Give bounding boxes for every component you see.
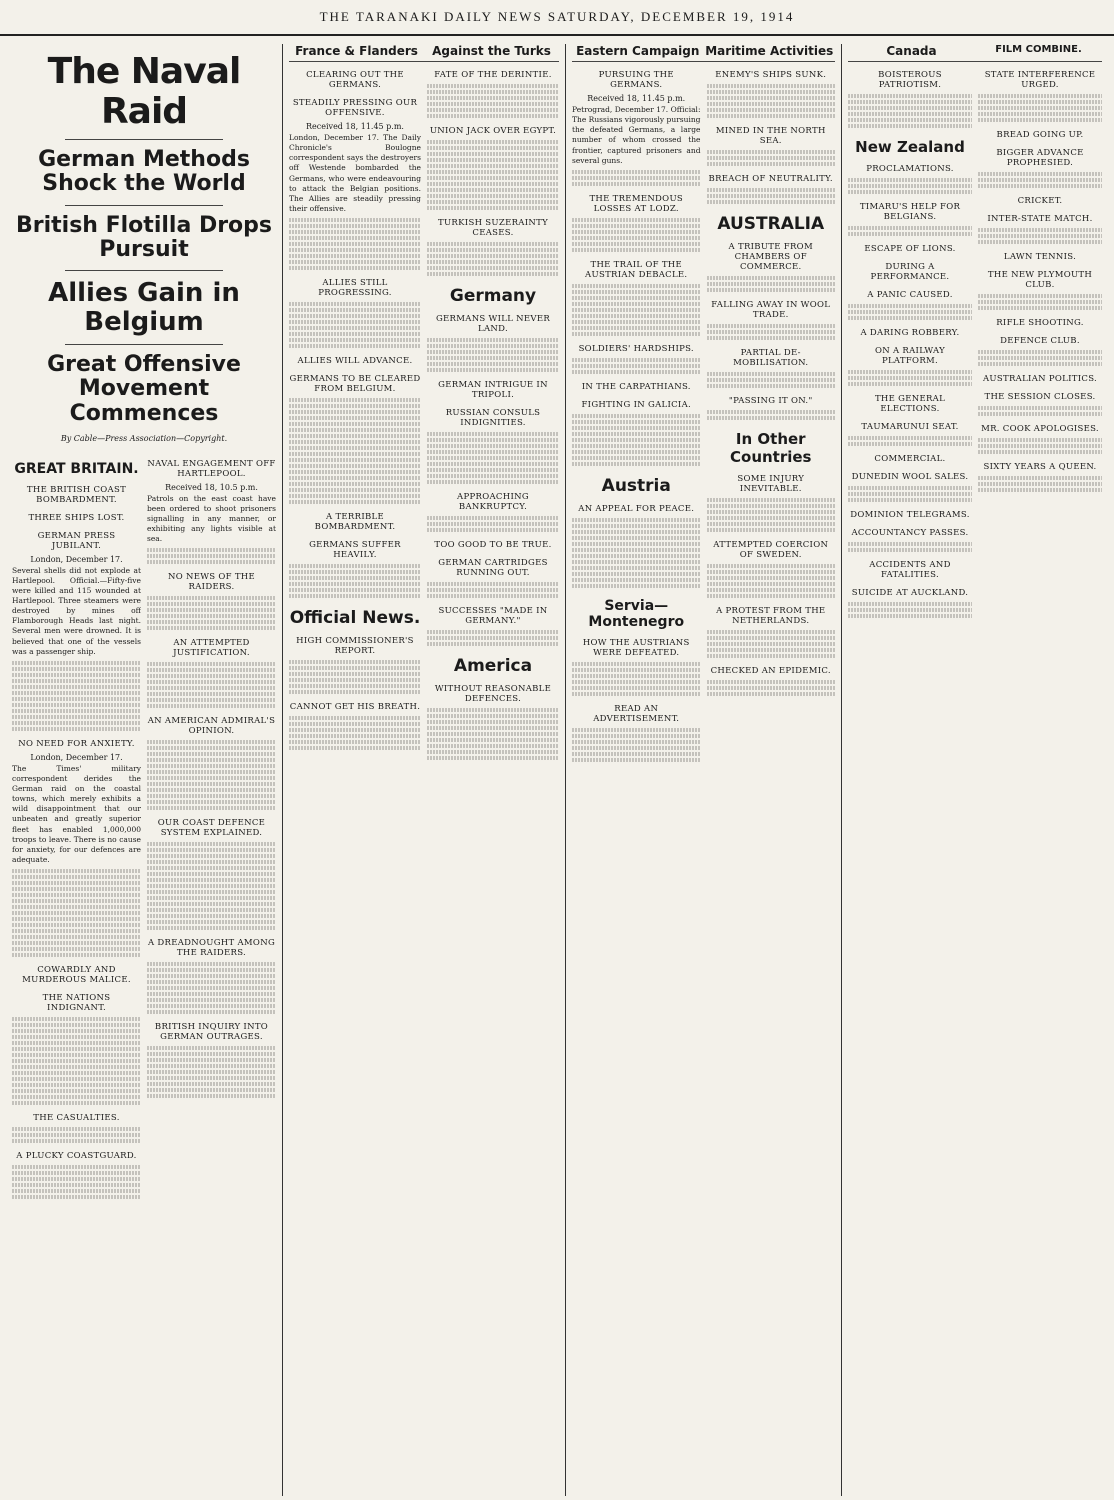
subheading: TURKISH SUZERAINTY CEASES. (438, 218, 548, 238)
subheading: THE BRITISH COAST BOMBARDMENT. (26, 484, 127, 505)
subheading: TOO GOOD TO BE TRUE. (434, 540, 552, 550)
subheading: THE NEW PLYMOUTH CLUB. (987, 270, 1093, 290)
subheading: MINED IN THE NORTH SEA. (715, 126, 826, 146)
subheading: READ AN ADVERTISEMENT. (593, 703, 680, 724)
subheading: AUSTRALIAN POLITICS. (982, 374, 1098, 384)
subheading: FIGHTING IN GALICIA. (581, 399, 692, 410)
article-body: London, December 17. The Daily Chronicle's Boulogne correspondent says the destroyers off Westende bombarded the Germans, who were endeavouring to attack the Belgian positions. The Allies are steadily pressing their offensive. (289, 133, 421, 213)
subheading: WITHOUT REASONABLE DEFENCES. (434, 684, 552, 704)
subheading: HOW THE AUSTRIANS WERE DEFEATED. (582, 637, 690, 658)
subheading: SUICIDE AT AUCKLAND. (851, 588, 969, 598)
subheading: A DARING ROBBERY. (860, 328, 960, 338)
subheading: DURING A PERFORMANCE. (870, 262, 950, 282)
subheading: NO NEWS OF THE RAIDERS. (167, 572, 256, 593)
subheading: HIGH COMMISSIONER'S REPORT. (296, 636, 414, 656)
subheading: THREE SHIPS LOST. (28, 512, 125, 523)
section-heading: In Other Countries (730, 430, 812, 466)
masthead (0, 0, 1114, 36)
subheading: NAVAL ENGAGEMENT OFF HARTLEPOOL. (147, 458, 276, 479)
split-columns (12, 451, 276, 1201)
subheading: GERMANS SUFFER HEAVILY. (309, 540, 401, 560)
subheading: FALLING AWAY IN WOOL TRADE. (711, 300, 831, 320)
section-heading: America (453, 656, 533, 676)
subheading: ESCAPE OF LIONS. (864, 244, 956, 254)
section-heading: GREAT BRITAIN. (14, 460, 139, 477)
column-4 (841, 44, 1108, 1496)
subheading: ENEMY'S SHIPS SUNK. (715, 70, 827, 80)
subcolumn-right (427, 62, 559, 762)
column-header (572, 44, 835, 62)
subcolumn-left (572, 62, 701, 764)
subheading: PURSUING THE GERMANS. (598, 70, 674, 90)
subheading: CHECKED AN EPIDEMIC. (710, 666, 831, 676)
subheading: APPROACHING BANKRUPTCY. (457, 492, 529, 512)
subheading: DOMINION TELEGRAMS. (850, 510, 970, 520)
main-headline: The Naval Raid (47, 51, 241, 132)
subheading: COWARDLY AND MURDEROUS MALICE. (22, 965, 131, 986)
subheading: RIFLE SHOOTING. (996, 318, 1084, 328)
subheading: INTER-STATE MATCH. (987, 214, 1093, 224)
dateline: London, December 17. (30, 752, 123, 762)
subheading: MR. COOK APOLOGISES. (981, 424, 1099, 434)
dateline: Received 18, 11.45 p.m. (306, 122, 404, 131)
subheading: A PANIC CAUSED. (867, 290, 953, 300)
article-body: Petrograd, December 17. Official: The Russians vigorously pursuing the defeated Germans, a large number of whom crossed the frontier, captured prisoners and several guns. (572, 105, 701, 165)
deck-headline-3: Allies Gain in Belgium (48, 277, 240, 337)
subheading: ATTEMPTED COERCION OF SWEDEN. (713, 540, 829, 560)
subheading: A DREADNOUGHT AMONG THE RAIDERS. (147, 938, 276, 959)
subheading: BREAD GOING UP. (996, 130, 1084, 140)
subcolumn-left (12, 451, 141, 1201)
subheading: AN APPEAL FOR PEACE. (578, 503, 695, 514)
subheading: COMMERCIAL. (874, 454, 946, 464)
divider (65, 344, 223, 345)
newspaper-columns (6, 44, 1108, 1496)
subheading: THE SESSION CLOSES. (984, 392, 1096, 402)
subheading: THE CASUALTIES. (33, 1113, 120, 1124)
subheading: TAUMARUNUI SEAT. (861, 422, 959, 432)
section-heading: Germany (449, 286, 537, 306)
subheading: TIMARU'S HELP FOR BELGIANS. (859, 202, 961, 222)
header-maritime-activities: Maritime Activities (705, 44, 834, 58)
subheading: AN AMERICAN ADMIRAL'S OPINION. (147, 716, 276, 737)
subheading: CRICKET. (1017, 196, 1063, 206)
subheading: DUNEDIN WOOL SALES. (851, 472, 969, 482)
subheading: A TRIBUTE FROM CHAMBERS OF COMMERCE. (728, 242, 813, 272)
subheading: ACCIDENTS AND FATALITIES. (869, 560, 951, 580)
section-heading: New Zealand (855, 138, 965, 156)
dateline: Received 18, 11.45 p.m. (587, 94, 686, 103)
subheading: "PASSING IT ON." (728, 396, 813, 406)
subheading: NO NEED FOR ANXIETY. (18, 738, 135, 749)
subheading: BIGGER ADVANCE PROPHESIED. (996, 148, 1084, 168)
subheading: A TERRIBLE BOMBARDMENT. (314, 512, 396, 532)
subheading: SIXTY YEARS A QUEEN. (983, 462, 1097, 472)
deck-headline-2: British Flotilla Drops Pursuit (15, 212, 273, 262)
subheading: BREACH OF NEUTRALITY. (708, 174, 833, 184)
subheading: ALLIES STILL PROGRESSING. (318, 278, 392, 298)
subcolumn-right (707, 62, 836, 764)
subheading: SOME INJURY INEVITABLE. (737, 474, 805, 494)
column-2 (282, 44, 565, 1496)
column-3 (565, 44, 841, 1496)
subheading: GERMANS TO BE CLEARED FROM BELGIUM. (289, 374, 421, 394)
subheading: SUCCESSES "MADE IN GERMANY." (438, 606, 548, 626)
subheading: CLEARING OUT THE GERMANS. (306, 70, 404, 90)
subheading: AN ATTEMPTED JUSTIFICATION. (173, 638, 250, 659)
subcolumn-left (848, 62, 972, 620)
article-body: Several shells did not explode at Hartlepool. Official.—Fifty-five were killed and 115 wounded at Hartlepool. Three steamers were destroyed by mines off Flamborough Heads last night. Several men were drowned. It is believed that one of the vessels was a passenger ship. (12, 565, 141, 656)
section-heading: Official News. (289, 608, 421, 628)
section-heading: AUSTRALIA (717, 214, 825, 234)
subheading: THE NATIONS INDIGNANT. (42, 993, 111, 1014)
column-header (289, 44, 559, 62)
subheading: BOISTEROUS PATRIOTISM. (878, 70, 942, 90)
subheading: FATE OF THE DERINTIE. (434, 70, 552, 80)
header-france-flanders: France & Flanders (295, 44, 418, 58)
subheading: GERMAN CARTRIDGES RUNNING OUT. (438, 558, 548, 578)
subheading: A PLUCKY COASTGUARD. (16, 1151, 137, 1162)
byline: By Cable—Press Association—Copyright. (60, 433, 228, 443)
subheading: ON A RAILWAY PLATFORM. (874, 346, 946, 366)
subheading: STEADILY PRESSING OUR OFFENSIVE. (292, 98, 418, 118)
subheading: CANNOT GET HIS BREATH. (289, 702, 421, 712)
masthead-title: THE TARANAKI DAILY NEWS SATURDAY, DECEMBER 19, 1914 (319, 9, 795, 24)
section-heading: Austria (601, 475, 671, 496)
article-body: Patrols on the east coast have been ordered to shoot prisoners signalling in any manner, or exhibiting any lights visible at sea. (147, 493, 276, 544)
subheading: GERMAN PRESS JUBILANT. (37, 530, 116, 551)
subheading: GERMANS WILL NEVER LAND. (435, 314, 551, 334)
header-film-combine: FILM COMBINE. (995, 44, 1082, 55)
split-columns (289, 62, 559, 762)
column-1 (6, 44, 282, 1496)
subheading: THE TRAIL OF THE AUSTRIAN DEBACLE. (585, 259, 688, 280)
subheading: UNION JACK OVER EGYPT. (429, 126, 557, 136)
subheading: THE TREMENDOUS LOSSES AT LODZ. (589, 193, 684, 214)
subheading: THE GENERAL ELECTIONS. (874, 394, 946, 414)
subheading: ACCOUNTANCY PASSES. (851, 528, 969, 538)
subheading: SOLDIERS' HARDSHIPS. (578, 343, 694, 354)
header-eastern-campaign: Eastern Campaign (576, 44, 700, 58)
subcolumn-right (978, 62, 1102, 620)
subheading: BRITISH INQUIRY INTO GERMAN OUTRAGES. (154, 1022, 269, 1043)
split-columns (572, 62, 835, 764)
dateline: Received 18, 10.5 p.m. (165, 482, 258, 492)
section-heading: Servia—Montenegro (588, 597, 685, 630)
divider (65, 139, 223, 140)
header-against-turks: Against the Turks (432, 44, 551, 58)
subheading: STATE INTERFERENCE URGED. (984, 70, 1096, 90)
subheading: DEFENCE CLUB. (1000, 336, 1080, 346)
subheading: LAWN TENNIS. (1003, 252, 1077, 262)
deck-headline-1: German Methods Shock the World (38, 147, 250, 197)
dateline: London, December 17. (30, 554, 123, 564)
subcolumn-left (289, 62, 421, 762)
subheading: A PROTEST FROM THE NETHERLANDS. (716, 606, 826, 626)
deck-headline-4: Great Offensive Movement Commences (47, 352, 241, 426)
subheading: PROCLAMATIONS. (866, 164, 954, 174)
split-columns (848, 62, 1102, 620)
subheading: IN THE CARPATHIANS. (581, 381, 691, 392)
header-canada: Canada (886, 44, 937, 58)
divider (65, 205, 223, 206)
column-header (848, 44, 1102, 62)
subheading: RUSSIAN CONSULS INDIGNITIES. (445, 408, 541, 428)
subheading: PARTIAL DE-MOBILISATION. (733, 348, 809, 368)
divider (65, 270, 223, 271)
subheading: ALLIES WILL ADVANCE. (297, 356, 413, 366)
subheading: OUR COAST DEFENCE SYSTEM EXPLAINED. (157, 818, 266, 839)
subheading: GERMAN INTRIGUE IN TRIPOLI. (438, 380, 548, 400)
article-body: The Times' military correspondent derides the German raid on the coastal towns, which merely exhibits a wild disappointment that our unbeaten and greatly superior fleet has enabled 1,000,000 troops to leave. There is no cause for anxiety, for our defences are adequate. (12, 763, 141, 864)
subcolumn-right (147, 451, 276, 1201)
